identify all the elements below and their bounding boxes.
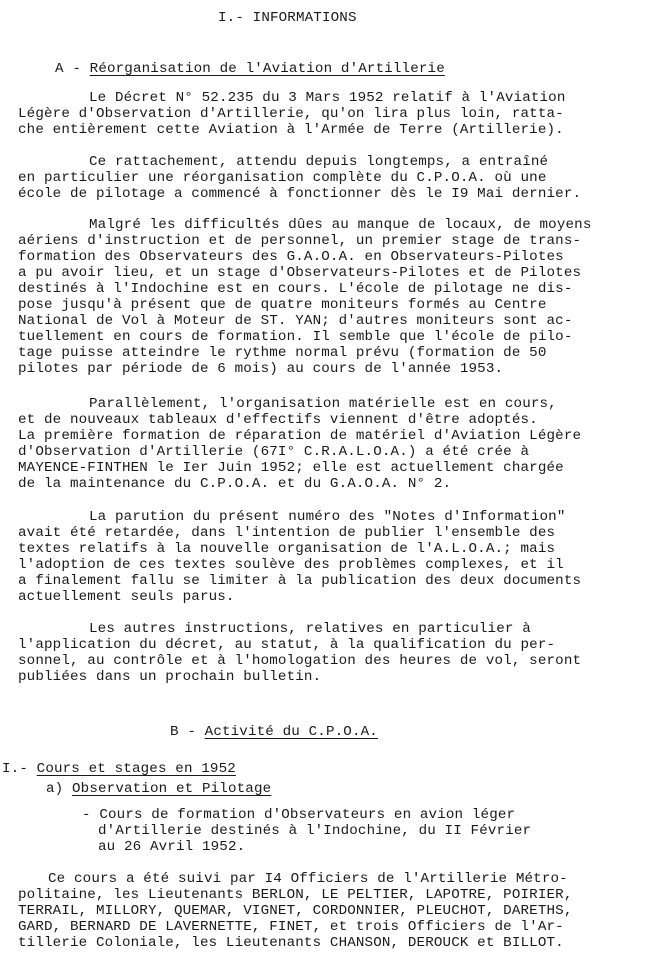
subsection-a-line [46, 782, 271, 796]
text-line: TERRAIL, MILLORY, QUEMAR, VIGNET, CORDONNIER, PLEUCHOT, DARETHS, [18, 903, 573, 919]
text-line: a pu avoir lieu, et un stage d'Observateurs-Pilotes et de Pilotes [18, 265, 582, 281]
text-line: Ce rattachement, attendu depuis longtemps, a entraîné [89, 154, 549, 170]
text-line: actuellement seuls parus. [18, 589, 235, 605]
text-line: La parution du présent numéro des "Notes d'Information" [89, 509, 566, 525]
section-b-title: Activité du C.P.O.A. [204, 724, 378, 740]
bullet-line: au 26 Avril 1952. [98, 839, 246, 855]
text-line: textes relatifs à la nouvelle organisation de l'A.L.O.A.; mais [18, 541, 556, 557]
text-line: MAYENCE-FINTHEN le Ier Juin 1952; elle est actuellement chargée [18, 460, 564, 476]
text-line: Ce cours a été suivi par I4 Officiers de l'Artillerie Métro- [48, 871, 568, 887]
section-b-title-line [170, 725, 378, 739]
text-line: Parallèlement, l'organisation matérielle est en cours, [89, 396, 557, 412]
page-heading: I.- INFORMATIONS [218, 10, 357, 26]
text-line: Les autres instructions, relatives en particulier à [89, 621, 531, 637]
text-line: destinés à l'Indochine est en cours. L'école de pilotage ne dis- [18, 281, 573, 297]
text-line: publiées dans un prochain bulletin. [18, 669, 322, 685]
bullet-line: d'Artillerie destinés à l'Indochine, du II Février [98, 823, 532, 839]
text-line: che entièrement cette Aviation à l'Armée de Terre (Artillerie). [18, 122, 564, 138]
text-line: l'adoption de ces textes soulève des problèmes complexes, et il [18, 557, 564, 573]
text-line: National de Vol à Moteur de ST. YAN; d'autres moniteurs sont ac- [18, 313, 573, 329]
section-b-prefix: B - [170, 724, 205, 740]
text-line: Malgré les difficultés dûes au manque de locaux, de moyens [89, 217, 592, 233]
text-line: Le Décret N° 52.235 du 3 Mars 1952 relatif à l'Aviation [89, 90, 566, 106]
section-a-title: Réorganisation de l'Aviation d'Artillerie [89, 61, 445, 77]
text-line: pilotes par période de 6 mois) au cours de l'année 1953. [18, 361, 504, 377]
section-a-prefix: A - [55, 61, 90, 77]
text-line: GARD, BERNARD DE LAVERNETTE, FINET, et trois Officiers de l'Ar- [18, 919, 564, 935]
text-line: aériens d'instruction et de personnel, un premier stage de trans- [18, 233, 582, 249]
text-line: en particulier une réorganisation complète du C.P.O.A. où une [18, 170, 547, 186]
subsection-a-title: Observation et Pilotage [72, 781, 272, 797]
subsection-1-prefix: I.- [2, 761, 37, 777]
text-line: l'application du décret, au statut, à la qualification du per- [18, 637, 556, 653]
text-line: sonnel, au contrôle et à l'homologation des heures de vol, seront [18, 653, 582, 669]
section-a-title-line [55, 62, 445, 76]
text-line: tage puisse atteindre le rythme normal prévu (formation de 50 [18, 345, 547, 361]
text-line: a finalement fallu se limiter à la publication des deux documents [18, 573, 582, 589]
bullet-line: - Cours de formation d'Observateurs en avion léger [82, 807, 516, 823]
text-line: avait été retardée, dans l'intention de publier l'ensemble des [18, 525, 556, 541]
subsection-a-prefix: a) [46, 781, 72, 797]
text-line: La première formation de réparation de matériel d'Aviation Légère [18, 428, 582, 444]
text-line: tillerie Coloniale, les Lieutenants CHANSON, DEROUCK et BILLOT. [18, 935, 564, 951]
text-line: d'Observation d'Artillerie (67I° C.R.A.L.O.A.) a été crée à [18, 444, 530, 460]
subsection-1-title: Cours et stages en 1952 [36, 761, 236, 777]
text-line: de la maintenance du C.P.O.A. et du G.A.O.A. N° 2. [18, 476, 452, 492]
text-line: école de pilotage a commencé à fonctionner dès le I9 Mai dernier. [18, 186, 582, 202]
subsection-1-line [2, 762, 236, 776]
text-line: et de nouveaux tableaux d'effectifs viennent d'être adoptés. [18, 412, 538, 428]
text-line: pose jusqu'à présent que de quatre moniteurs formés au Centre [18, 297, 547, 313]
text-line: formation des Observateurs des G.A.O.A. en Observateurs-Pilotes [18, 249, 564, 265]
text-line: Légère d'Observation d'Artillerie, qu'on lira plus loin, ratta- [18, 106, 564, 122]
text-line: tuellement en cours de formation. Il semble que l'école de pilo- [18, 329, 573, 345]
text-line: politaine, les Lieutenants BERLON, LE PELTIER, LAPOTRE, POIRIER, [18, 887, 573, 903]
